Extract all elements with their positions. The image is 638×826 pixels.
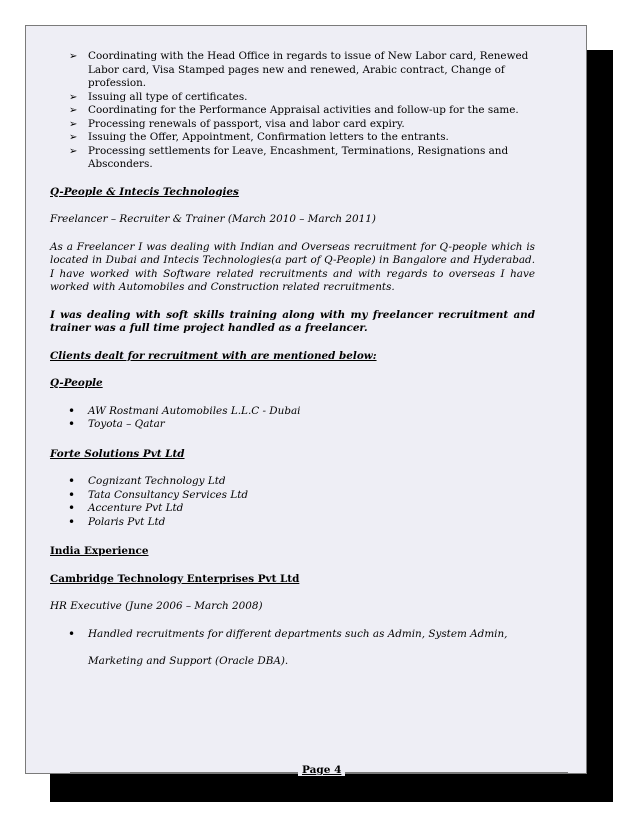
list-item: ➢ Issuing all type of certificates. bbox=[50, 91, 535, 105]
list-item: ➢ Issuing the Offer, Appointment, Confirmation letters to the entrants. bbox=[50, 131, 535, 145]
list-item: • Cognizant Technology Ltd bbox=[50, 475, 535, 489]
role-description: As a Freelancer I was dealing with Indian and Overseas recruitment for Q-people which is located in Dubai and Intecis Technologies(a part of Q-People) in Bangalore and Hyderabad. I have worked with Software related recruitments and with regards to overseas I have worked with Automobiles and Construction related recruitments. bbox=[50, 240, 535, 293]
soft-skills-note: I was dealing with soft skills training along with my freelancer recruitment and trainer was a full time project handled as a freelancer. bbox=[50, 308, 535, 334]
list-item: • Toyota – Qatar bbox=[50, 418, 535, 432]
role-line: Freelancer – Recruiter & Trainer (March 2010 – March 2011) bbox=[50, 213, 376, 225]
client-group-label: Forte Solutions Pvt Ltd bbox=[50, 447, 185, 460]
page-content bbox=[50, 50, 535, 669]
list-item: ➢ Processing settlements for Leave, Encashment, Terminations, Resignations and Absconders. bbox=[50, 145, 535, 172]
company-heading: Cambridge Technology Enterprises Pvt Ltd bbox=[50, 572, 300, 585]
clients-heading: Clients dealt for recruitment with are mentioned below: bbox=[50, 349, 377, 362]
company-heading: Q-People & Intecis Technologies bbox=[50, 185, 239, 198]
list-item: ➢ Coordinating for the Performance Appraisal activities and follow-up for the same. bbox=[50, 104, 535, 118]
forte-clients-list bbox=[50, 475, 535, 529]
list-item: • Accenture Pvt Ltd bbox=[50, 502, 535, 516]
list-item: • Tata Consultancy Services Ltd bbox=[50, 489, 535, 503]
list-item bbox=[50, 628, 535, 669]
qpeople-clients-list bbox=[50, 405, 535, 432]
duty-text: Handled recruitments for different departments such as Admin, System Admin, bbox=[88, 627, 508, 640]
list-item: ➢ Coordinating with the Head Office in regards to issue of New Labor card, Renewed Labor card, Visa Stamped pages new and renewed, Arabic contract, Change of profession. bbox=[50, 50, 535, 91]
duty-text-continued: Marketing and Support (Oracle DBA). bbox=[88, 655, 289, 667]
section-heading: India Experience bbox=[50, 545, 149, 557]
list-item: • AW Rostmani Automobiles L.L.C - Dubai bbox=[50, 405, 535, 419]
client-group-label: Q-People bbox=[50, 377, 103, 389]
responsibilities-list bbox=[50, 50, 535, 172]
duties-list bbox=[50, 628, 535, 669]
page-number: Page 4 bbox=[298, 764, 345, 776]
list-item: ➢ Processing renewals of passport, visa and labor card expiry. bbox=[50, 118, 535, 132]
role-line: HR Executive (June 2006 – March 2008) bbox=[50, 600, 263, 612]
list-item: • Polaris Pvt Ltd bbox=[50, 516, 535, 530]
